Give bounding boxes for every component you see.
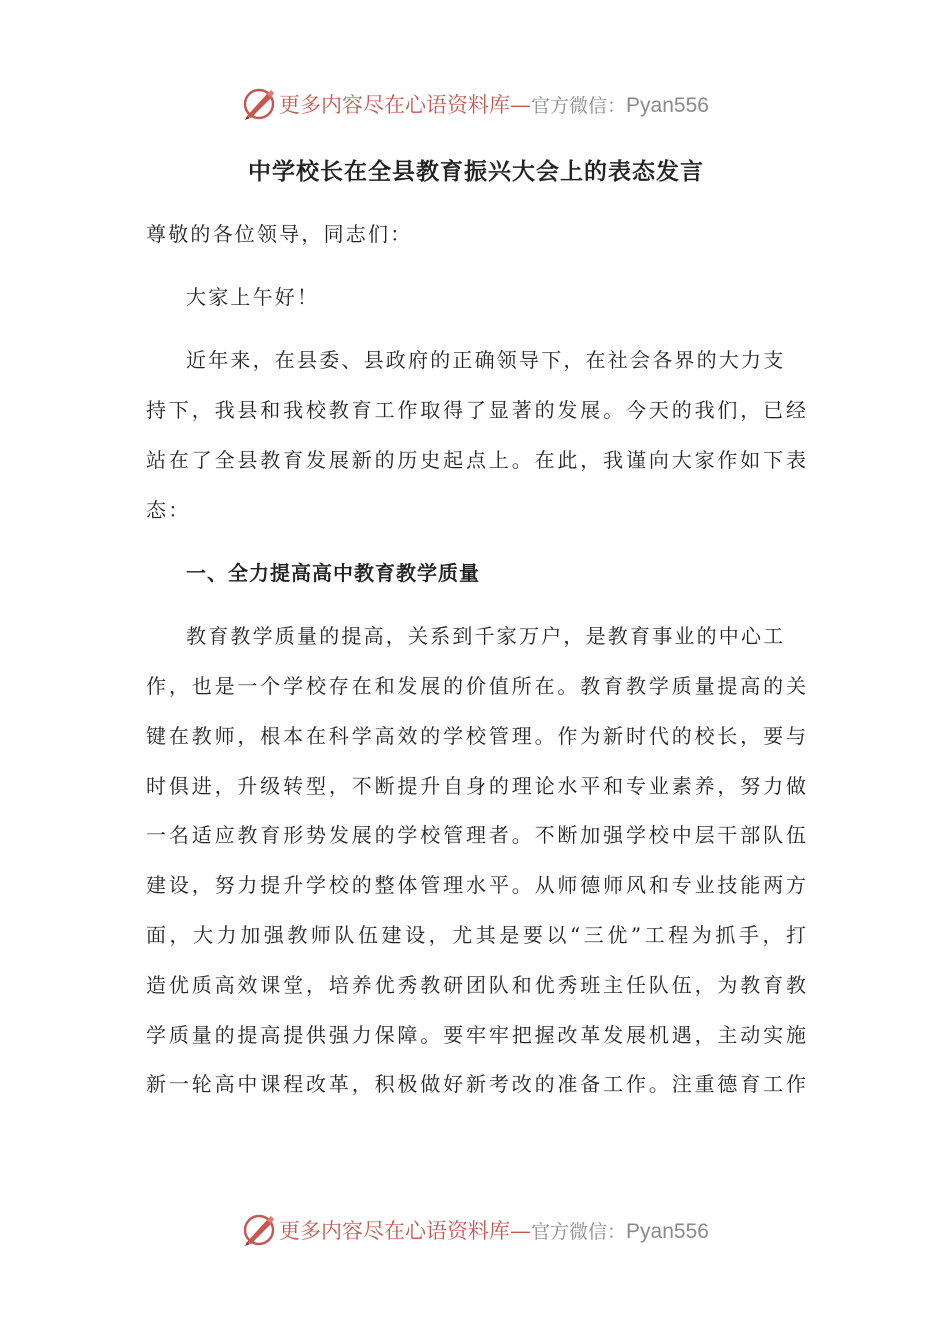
para1-line: 持下，我县和我校教育工作取得了显著的发展。今天的我们，已经 (146, 398, 806, 422)
para2-line: 时俱进，升级转型，不断提升自身的理论水平和专业素养，努力做 (146, 774, 806, 798)
para2-line: 键在教师，根本在科学高效的学校管理。作为新时代的校长，要与 (146, 724, 806, 748)
para2-line: 面，大力加强教师队伍建设，尤其是要以“三优”工程为抓手，打 (146, 923, 806, 947)
para1-line: 近年来，在县委、县政府的正确领导下，在社会各界的大力支 (186, 348, 786, 372)
watermark-wechat-id: Pyan556 (626, 1220, 709, 1243)
watermark-banner-top (0, 84, 950, 124)
para2-line: 造优质高效课堂，培养优秀教研团队和优秀班主任队伍，为教育教 (146, 973, 806, 997)
watermark-wechat-label: 官方微信： (531, 1221, 627, 1243)
para2-line: 建设，努力提升学校的整体管理水平。从师德师风和专业技能两方 (146, 873, 806, 897)
para2-line: 新一轮高中课程改革，积极做好新考改的准备工作。注重德育工作 (146, 1072, 806, 1096)
para2-line: 一名适应教育形势发展的学校管理者。不断加强学校中层干部队伍 (146, 823, 806, 847)
greeting: 大家上午好！ (186, 285, 320, 309)
para1-line: 站在了全县教育发展新的历史起点上。在此，我谨向大家作如下表 (146, 448, 806, 472)
watermark-dash: — (510, 93, 532, 117)
para1-line: 态： (146, 498, 191, 522)
pen-logo-icon (241, 86, 277, 122)
watermark-wechat-label: 官方微信： (531, 95, 627, 117)
document-title: 中学校长在全县教育振兴大会上的表态发言 (248, 158, 704, 185)
salutation: 尊敬的各位领导，同志们： (146, 222, 413, 246)
para2-line: 教育教学质量的提高，关系到千家万户，是教育事业的中心工 (186, 624, 786, 648)
para2-line: 作，也是一个学校存在和发展的价值所在。教育教学质量提高的关 (146, 674, 806, 698)
section-heading: 一、全力提高高中教育教学质量 (186, 561, 480, 585)
para2-line: 学质量的提高提供强力保障。要牢牢把握改革发展机遇，主动实施 (146, 1023, 806, 1047)
pen-logo-icon (241, 1212, 277, 1248)
watermark-site: 更多内容尽在心语资料库 (279, 93, 511, 117)
watermark-dash: — (510, 1219, 532, 1243)
watermark-wechat-id: Pyan556 (626, 94, 709, 117)
watermark-text (279, 89, 709, 119)
watermark-text (279, 1215, 709, 1245)
watermark-site: 更多内容尽在心语资料库 (279, 1219, 511, 1243)
watermark-banner-bottom (0, 1210, 950, 1250)
